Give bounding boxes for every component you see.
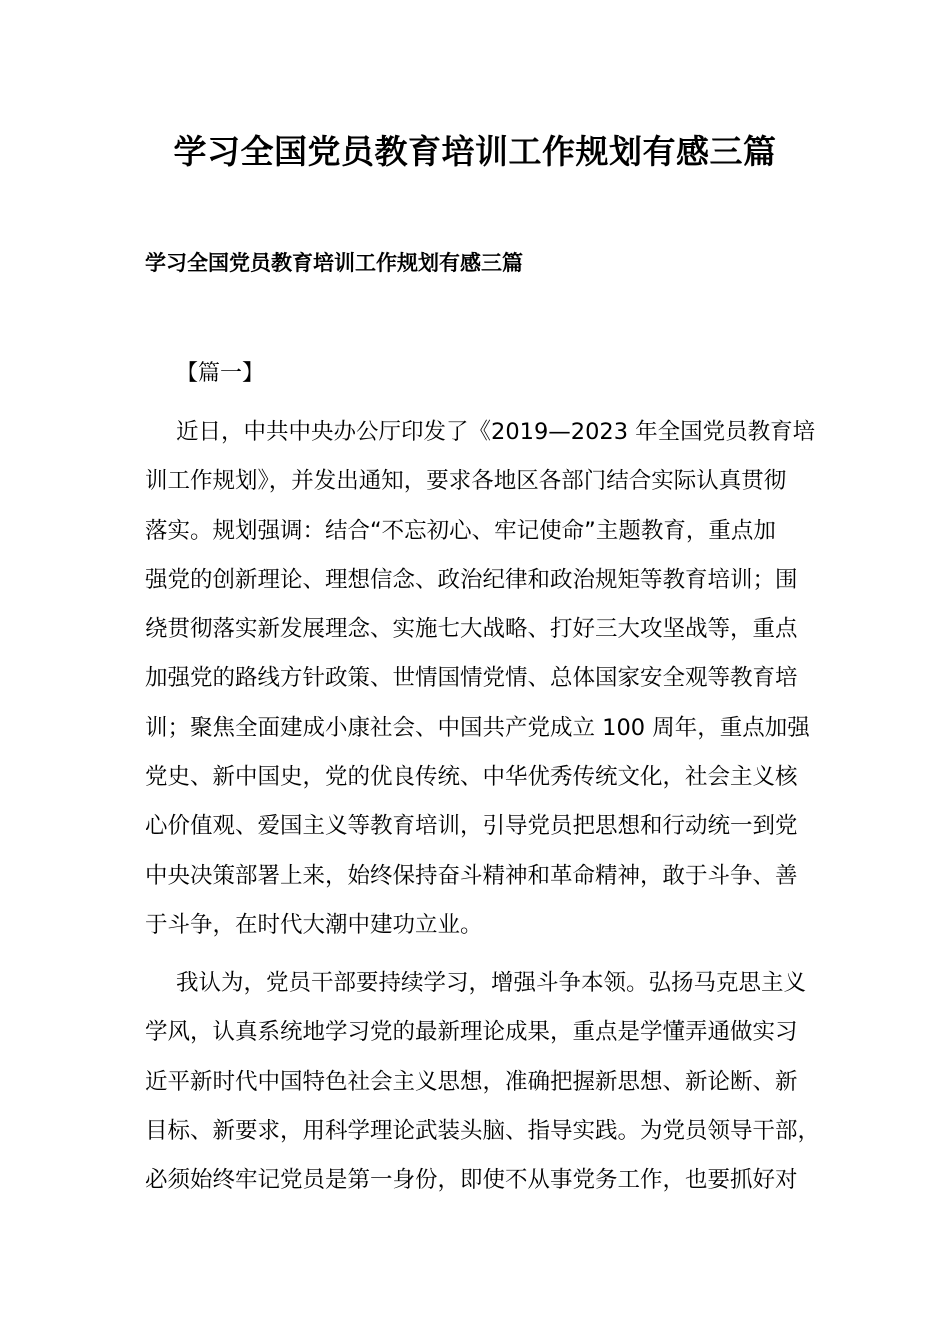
paragraph-line: 训工作规划》，并发出通知，要求各地区各部门结合实际认真贯彻 (145, 468, 787, 495)
paragraph-1 (145, 408, 816, 950)
paragraph-2 (145, 959, 821, 1205)
section-label: 【篇一】 (176, 361, 265, 386)
document-title: 学习全国党员教育培训工作规划有感三篇 (173, 132, 777, 171)
document-subtitle: 学习全国党员教育培训工作规划有感三篇 (145, 251, 523, 275)
paragraph-line: 中央决策部署上来，始终保持奋斗精神和革命精神，敢于斗争、善 (145, 862, 798, 889)
paragraph-line: 近平新时代中国特色社会主义思想，准确把握新思想、新论断、新 (145, 1068, 798, 1095)
paragraph-line: 学风，认真系统地学习党的最新理论成果，重点是学懂弄通做实习 (145, 1019, 798, 1046)
paragraph-line: 党史、新中国史，党的优良传统、中华优秀传统文化，社会主义核 (145, 764, 798, 791)
paragraph-line: 目标、新要求，用科学理论武装头脑、指导实践。为党员领导干部， (145, 1117, 821, 1144)
paragraph-line: 绕贯彻落实新发展理念、实施七大战略、打好三大攻坚战等，重点 (145, 616, 798, 643)
paragraph-line: 落实。规划强调：结合“不忘初心、牢记使命”主题教育，重点加 (145, 517, 776, 544)
paragraph-line: 加强党的路线方针政策、世情国情党情、总体国家安全观等教育培 (145, 665, 798, 692)
paragraph-line: 必须始终牢记党员是第一身份，即使不从事党务工作，也要抓好对 (145, 1167, 798, 1194)
paragraph-line: 训；聚焦全面建成小康社会、中国共产党成立 100 周年，重点加强 (145, 714, 810, 741)
paragraph-line: 近日，中共中央办公厅印发了《2019—2023 年全国党员教育培 (176, 419, 816, 445)
paragraph-line: 强党的创新理论、理想信念、政治纪律和政治规矩等教育培训；围 (145, 566, 798, 593)
paragraph-line: 我认为，党员干部要持续学习，增强斗争本领。弘扬马克思主义 (176, 970, 807, 996)
paragraph-line: 于斗争，在时代大潮中建功立业。 (145, 911, 483, 938)
paragraph-line: 心价值观、爱国主义等教育培训，引导党员把思想和行动统一到党 (145, 813, 798, 840)
